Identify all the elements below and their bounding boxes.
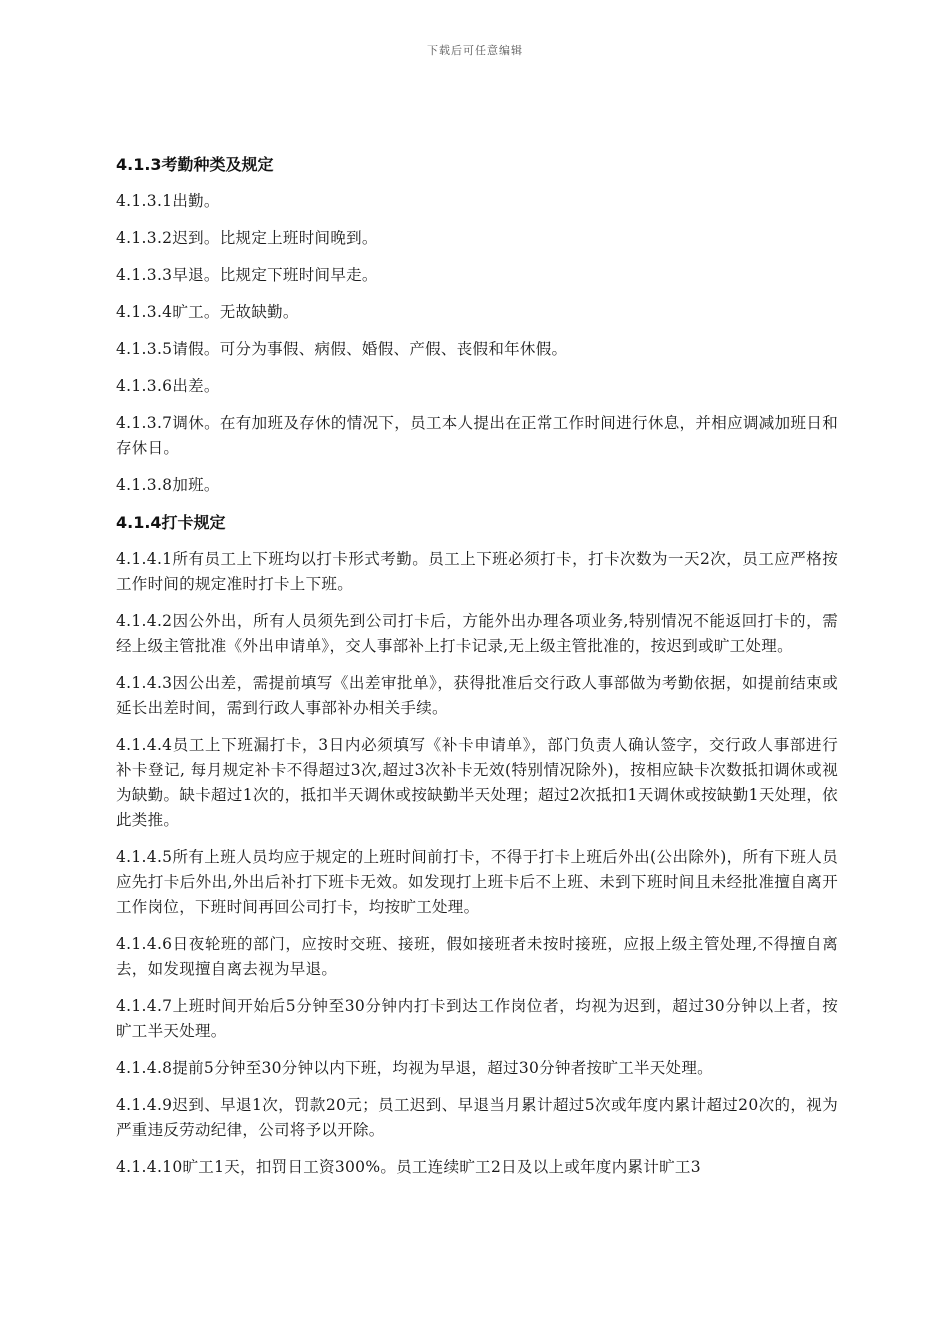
paragraph: 4.1.3.4旷工。无故缺勤。 (116, 303, 299, 321)
paragraph: 4.1.4.7上班时间开始后5分钟至30分钟内打卡到达工作岗位者，均视为迟到，超过30分钟以上者，按旷工半天处理。 (116, 997, 838, 1040)
paragraph: 4.1.4.1所有员工上下班均以打卡形式考勤。员工上下班必须打卡，打卡次数为一天2次，员工应严格按工作时间的规定准时打卡上下班。 (116, 550, 838, 593)
paragraph: 4.1.4.9迟到、早退1次，罚款20元；员工迟到、早退当月累计超过5次或年度内累计超过20次的，视为严重违反劳动纪律，公司将予以开除。 (116, 1096, 838, 1139)
paragraph: 4.1.3.2迟到。比规定上班时间晚到。 (116, 229, 378, 247)
paragraph: 4.1.4.4员工上下班漏打卡，3日内必须填写《补卡申请单》，部门负责人确认签字，交行政人事部进行补卡登记, 每月规定补卡不得超过3次,超过3次补卡无效(特别情况除外)，按相应缺卡次数抵扣调休或视为缺勤。缺卡超过1次的，抵扣半天调休或按缺勤半天处理；超过2次抵扣1天调休或按缺勤1天处理，依此类推。 (116, 736, 838, 829)
page-header: 下载后可任意编辑 (427, 44, 523, 57)
paragraph: 4.1.3.7调休。在有加班及存休的情况下，员工本人提出在正常工作时间进行休息，并相应调减加班日和存休日。 (116, 414, 838, 457)
section-attendance-types (116, 152, 838, 498)
section-heading: 4.1.3考勤种类及规定 (116, 155, 274, 174)
paragraph: 4.1.4.6日夜轮班的部门，应按时交班、接班，假如接班者未按时接班，应报上级主管处理,不得擅自离去，如发现擅自离去视为早退。 (116, 935, 838, 978)
paragraph: 4.1.4.8提前5分钟至30分钟以内下班，均视为早退，超过30分钟者按旷工半天处理。 (116, 1059, 713, 1077)
paragraph: 4.1.4.5所有上班人员均应于规定的上班时间前打卡，不得于打卡上班后外出(公出除外)，所有下班人员应先打卡后外出,外出后补打下班卡无效。如发现打上班卡后不上班、未到下班时间且未经批准擅自离开工作岗位，下班时间再回公司打卡，均按旷工处理。 (116, 848, 838, 916)
paragraph: 4.1.3.8加班。 (116, 476, 220, 494)
paragraph: 4.1.4.2因公外出，所有人员须先到公司打卡后，方能外出办理各项业务,特别情况不能返回打卡的，需经上级主管批准《外出申请单》，交人事部补上打卡记录,无上级主管批准的，按迟到或旷工处理。 (116, 612, 838, 655)
paragraph: 4.1.3.5请假。可分为事假、病假、婚假、产假、丧假和年休假。 (116, 340, 568, 358)
section-heading: 4.1.4打卡规定 (116, 513, 226, 532)
paragraph: 4.1.4.3因公出差，需提前填写《出差审批单》，获得批准后交行政人事部做为考勤依据，如提前结束或延长出差时间，需到行政人事部补办相关手续。 (116, 674, 838, 717)
document-body (116, 152, 838, 1192)
paragraph: 4.1.3.3早退。比规定下班时间早走。 (116, 266, 378, 284)
paragraph: 4.1.3.6出差。 (116, 377, 220, 395)
section-clock-in-rules (116, 510, 838, 1180)
paragraph: 4.1.3.1出勤。 (116, 192, 220, 210)
paragraph: 4.1.4.10旷工1天，扣罚日工资300%。员工连续旷工2日及以上或年度内累计旷工3 (116, 1158, 701, 1176)
